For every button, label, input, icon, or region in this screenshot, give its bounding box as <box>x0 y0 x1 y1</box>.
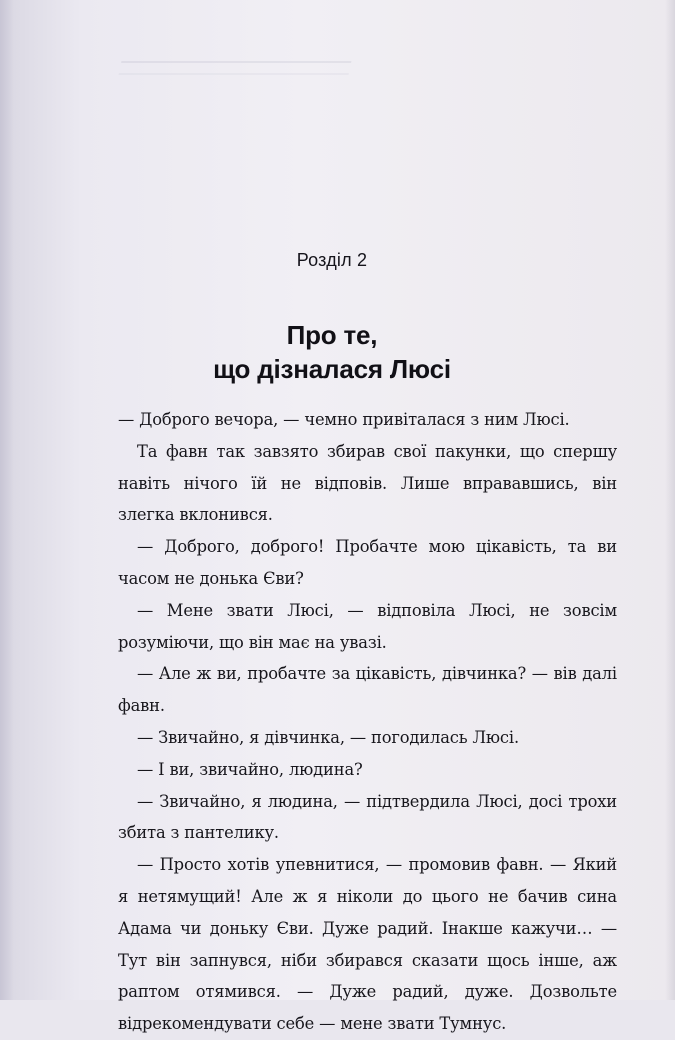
paragraph-daughter-of-eve-question: — Доброго, доброго! Пробачте мою цікавість, та ви часом не донька Єви? <box>118 537 617 588</box>
paragraph-girl-question: — Але ж ви, пробачте за цікавість, дівчинка? — вів далі фавн. <box>118 664 617 716</box>
paragraph-lucy-agrees: — Звичайно, я дівчинка, — погодилась Люсі. <box>137 727 519 747</box>
paragraph-lucy-name: — Мене звати Люсі, — відповіла Люсі, не зовсім розуміючи, що він має на увазі. <box>118 600 617 652</box>
chapter-title <box>152 318 512 386</box>
chapter-title-line-2: що дізналася Люсі <box>213 354 451 385</box>
bleed-through-header-shape <box>119 61 352 75</box>
paragraph-tumnus-introduction: — Просто хотів упевнитися, — промовив фавн. — Який я нетямущий! Але ж я ніколи до цього не бачив сина Адама чи доньку Єви. Дуже радий. Інакше кажучи… — Тут він запнувся, ніби збирався сказати щось інше, аж раптом отямився. — Дуже радий, дуже. Дозвольте відрекомендувати себе — мене звати Тумнус. <box>118 855 617 1034</box>
paragraph-greeting: — Доброго вечора, — чемно привіталася з ним Люсі. <box>118 410 570 429</box>
chapter-label: Розділ 2 <box>296 250 368 270</box>
chapter-body <box>118 404 617 1040</box>
paragraph-human-question: — І ви, звичайно, людина? <box>137 759 363 779</box>
spine-shadow <box>0 0 14 1000</box>
page-edge-shadow <box>665 0 675 1000</box>
paragraph-lucy-confirms: — Звичайно, я людина, — підтвердила Люсі, досі трохи збита з пантелику. <box>118 791 617 843</box>
chapter-title-line-1: Про те, <box>286 320 378 351</box>
paragraph-faun-packages: Та фавн так завзято збирав свої пакунки, що спершу навіть нічого їй не відповів. Лише вправавшись, він злегка вклонився. <box>118 441 617 525</box>
